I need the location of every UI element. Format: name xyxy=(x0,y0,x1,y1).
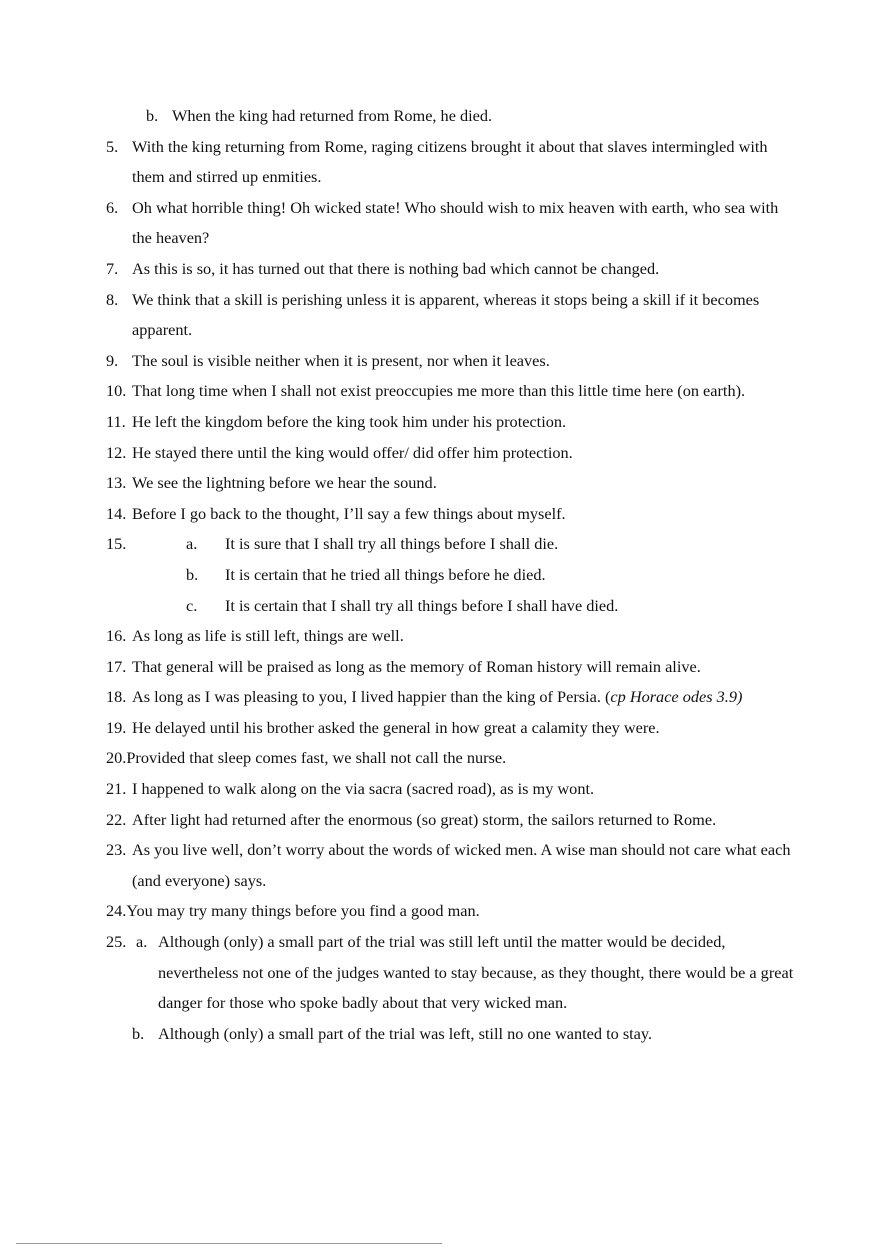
answer-14 xyxy=(106,499,796,530)
answer-7 xyxy=(106,254,796,285)
answer-9 xyxy=(106,346,796,377)
answer-text: We think that a skill is perishing unless it is apparent, whereas it stops being a skill if it becomes apparent. xyxy=(132,289,760,340)
answer-25 xyxy=(106,927,796,1049)
answer-number: 24. xyxy=(106,901,127,921)
answer-text: I happened to walk along on the via sacra (sacred road), as is my wont. xyxy=(132,779,595,799)
answer-10 xyxy=(106,376,796,407)
answer-text: With the king returning from Rome, raging citizens brought it about that slaves intermingled with them and stirred up enmities. xyxy=(132,136,768,187)
answer-19 xyxy=(106,713,796,744)
answer-25b xyxy=(106,1019,796,1050)
answer-text: After light had returned after the enormous (so great) storm, the sailors returned to Rome. xyxy=(132,809,717,829)
answer-label: c. xyxy=(186,595,198,615)
answer-text: As long as life is still left, things are well. xyxy=(132,626,404,646)
answer-21 xyxy=(106,774,796,805)
answer-text: Although (only) a small part of the trial was left, still no one wanted to stay. xyxy=(158,1023,653,1043)
answer-label: a. xyxy=(186,534,198,554)
answer-label: b. xyxy=(186,564,199,584)
answer-label: b. xyxy=(132,1023,145,1043)
answer-13 xyxy=(106,468,796,499)
answer-number: 9. xyxy=(106,350,119,370)
answer-23 xyxy=(106,835,796,896)
answer-number: 11. xyxy=(106,411,126,431)
answer-12 xyxy=(106,438,796,469)
answer-number: 15. xyxy=(106,534,127,554)
answer-text: When the king had returned from Rome, he died. xyxy=(172,106,493,125)
answer-number: 17. xyxy=(106,656,127,676)
answer-number: 18. xyxy=(106,687,127,707)
answer-number: 7. xyxy=(106,258,119,278)
answer-8 xyxy=(106,285,796,346)
answer-label: b. xyxy=(146,106,159,125)
answer-text: You may try many things before you find a good man. xyxy=(126,901,480,921)
answer-number: 10. xyxy=(106,381,127,401)
answer-number: 5. xyxy=(106,136,119,156)
answer-text: Before I go back to the thought, I’ll say a few things about myself. xyxy=(132,503,566,523)
answer-11 xyxy=(106,407,796,438)
answer-number: 19. xyxy=(106,717,127,737)
answer-number: 20. xyxy=(106,748,127,768)
answer-text: As long as I was pleasing to you, I lived happier than the king of Persia. ( xyxy=(132,687,611,707)
answer-text: It is certain that I shall try all things before I shall have died. xyxy=(225,595,619,615)
answer-22 xyxy=(106,805,796,836)
answer-number: 6. xyxy=(106,197,119,217)
answer-number: 16. xyxy=(106,626,127,646)
answer-number: 25. xyxy=(106,932,127,952)
answer-text: As this is so, it has turned out that there is nothing bad which cannot be changed. xyxy=(132,258,660,278)
answer-text: It is certain that he tried all things before he died. xyxy=(225,564,546,584)
answer-15a xyxy=(106,529,796,560)
answer-17 xyxy=(106,652,796,683)
answer-18 xyxy=(106,682,796,713)
answer-text: It is sure that I shall try all things before I shall die. xyxy=(225,534,559,554)
answer-text: He left the kingdom before the king took him under his protection. xyxy=(132,411,567,431)
answer-reference: cp Horace odes 3.9) xyxy=(610,687,743,707)
answer-number: 23. xyxy=(106,840,127,860)
answer-25a xyxy=(106,927,796,1019)
answer-text: We see the lightning before we hear the sound. xyxy=(132,473,437,493)
answer-15b xyxy=(106,560,796,591)
answer-text: Although (only) a small part of the trial was still left until the matter would be decided, nevertheless not one of the judges wanted to stay because, as they thought, there would be a great danger for those who spoke badly about that very wicked man. xyxy=(158,932,794,1013)
answer-6 xyxy=(106,193,796,254)
answer-text: That long time when I shall not exist preoccupies me more than this little time here (on earth). xyxy=(132,381,746,401)
footnote-separator xyxy=(16,1243,442,1244)
answer-text: He stayed there until the king would offer/ did offer him protection. xyxy=(132,442,573,462)
answer-number: 13. xyxy=(106,473,127,493)
answer-number: 12. xyxy=(106,442,127,462)
answer-number: 8. xyxy=(106,289,119,309)
answer-24 xyxy=(106,896,796,927)
answer-text: Provided that sleep comes fast, we shall not call the nurse. xyxy=(126,748,507,768)
answer-16 xyxy=(106,621,796,652)
answer-number: 14. xyxy=(106,503,127,523)
answer-15 xyxy=(106,529,796,621)
answer-number: 21. xyxy=(106,779,127,799)
answer-4b xyxy=(106,101,862,132)
answer-text: That general will be praised as long as the memory of Roman history will remain alive. xyxy=(132,656,701,676)
answer-label: a. xyxy=(136,932,148,952)
answer-text: He delayed until his brother asked the general in how great a calamity they were. xyxy=(132,717,660,737)
answer-20 xyxy=(106,743,796,774)
answer-text: Oh what horrible thing! Oh wicked state! Who should wish to mix heaven with earth, who sea with the heaven? xyxy=(132,197,779,248)
answer-text: The soul is visible neither when it is present, nor when it leaves. xyxy=(132,350,550,370)
answer-number: 22. xyxy=(106,809,127,829)
exercise-answers xyxy=(106,101,796,1049)
answer-15c xyxy=(106,591,796,622)
answer-5 xyxy=(106,132,796,193)
answer-text: As you live well, don’t worry about the words of wicked men. A wise man should not care what each (and everyone) says. xyxy=(132,840,791,890)
